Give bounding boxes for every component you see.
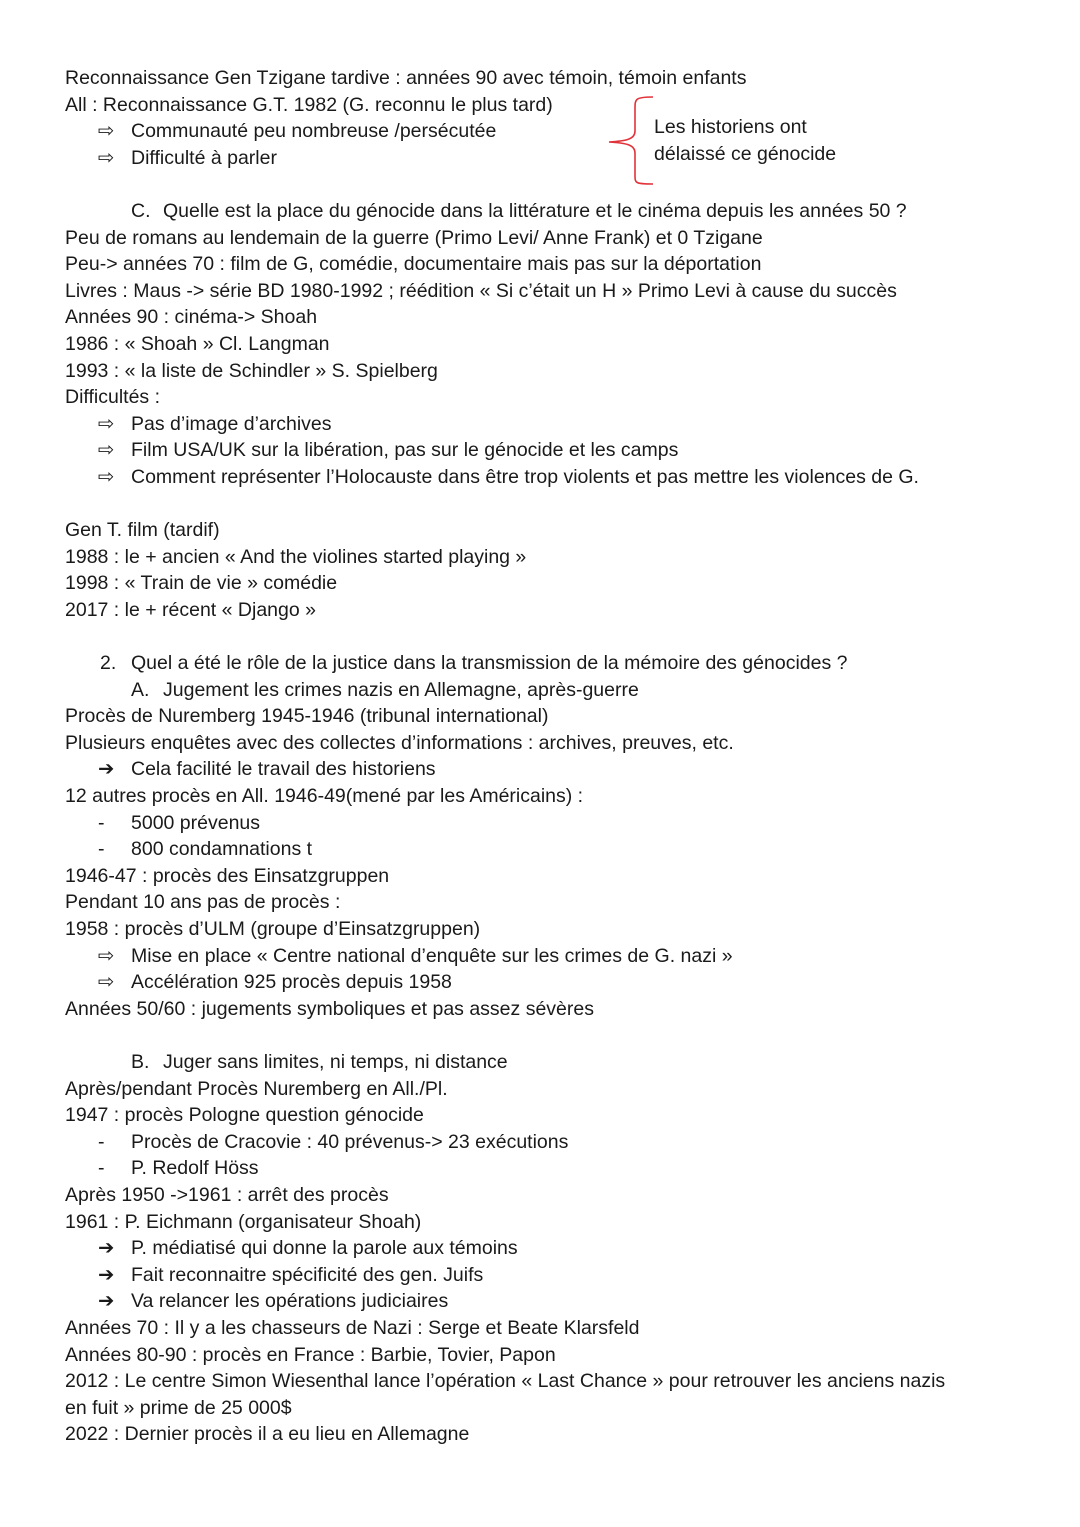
bullet-item — [65, 1262, 1025, 1289]
line-text: Comment représenter l’Holocauste dans être trop violents et pas mettre les violences de G. — [131, 465, 919, 488]
blank-line — [65, 623, 1025, 650]
bullet-item — [65, 1155, 1025, 1182]
text-line — [65, 889, 1025, 916]
line-text: Reconnaissance Gen Tzigane tardive : années 90 avec témoin, témoin enfants — [65, 67, 747, 89]
line-text: 1998 : « Train de vie » comédie — [65, 572, 338, 595]
text-line — [65, 996, 1025, 1023]
line-text: Cela facilité le travail des historiens — [131, 758, 436, 781]
line-text: All : Reconnaissance G.T. 1982 (G. reconnu le plus tard) — [65, 93, 553, 116]
text-line — [65, 1182, 1025, 1209]
line-text: Accélération 925 procès depuis 1958 — [131, 971, 452, 994]
bullet-item — [65, 943, 1025, 970]
line-text: 1986 : « Shoah » Cl. Langman — [65, 332, 330, 355]
arrow-icon: ➔ — [98, 1290, 115, 1313]
line-text: 1958 : procès d’ULM (groupe d’Einsatzgruppen) — [65, 918, 481, 940]
list-marker: 2. — [100, 652, 117, 675]
text-line — [65, 597, 1025, 624]
line-text: Difficultés : — [65, 386, 161, 409]
line-text: Années 50/60 : jugements symboliques et pas assez sévères — [65, 997, 594, 1020]
bullet-item — [65, 1235, 1025, 1262]
hollow-arrow-icon: ⇨ — [98, 439, 115, 462]
line-text: 1993 : « la liste de Schindler » S. Spielberg — [65, 359, 438, 382]
line-text: Quelle est la place du génocide dans la littérature et le cinéma depuis les années 50 ? — [163, 199, 907, 222]
dash-bullet: - — [98, 811, 105, 834]
line-text: Jugement les crimes nazis en Allemagne, après-guerre — [163, 678, 639, 701]
hollow-arrow-icon: ⇨ — [98, 944, 115, 967]
line-text: Film USA/UK sur la libération, pas sur le génocide et les camps — [131, 439, 679, 462]
text-line — [65, 916, 1025, 943]
line-text: Années 90 : cinéma-> Shoah — [65, 306, 318, 329]
text-line — [65, 544, 1025, 571]
document-body — [65, 65, 1025, 1448]
text-line — [65, 92, 1025, 119]
hollow-arrow-icon: ⇨ — [98, 465, 115, 488]
line-text: Communauté peu nombreuse /persécutée — [131, 120, 497, 143]
hollow-arrow-icon: ⇨ — [98, 412, 115, 435]
hollow-arrow-icon: ⇨ — [98, 146, 115, 169]
line-text: Années 80-90 : procès en France : Barbie, Tovier, Papon — [65, 1343, 556, 1366]
line-text: Livres : Maus -> série BD 1980-1992 ; réédition « Si c’était un H » Primo Levi à cause du succès — [65, 279, 897, 302]
dash-bullet: - — [98, 1157, 105, 1180]
text-line — [65, 1421, 1025, 1448]
side-note — [654, 114, 836, 167]
bullet-item — [65, 1129, 1025, 1156]
text-line — [65, 304, 1025, 331]
line-text: Années 70 : Il y a les chasseurs de Nazi : Serge et Beate Klarsfeld — [65, 1316, 640, 1339]
bullet-item — [65, 145, 1025, 172]
blank-line — [65, 1022, 1025, 1049]
line-text: Peu-> années 70 : film de G, comédie, documentaire mais pas sur la déportation — [65, 253, 762, 276]
line-text: Après/pendant Procès Nuremberg en All./Pl. — [65, 1077, 448, 1100]
text-line — [65, 703, 1025, 730]
hollow-arrow-icon: ⇨ — [98, 971, 115, 994]
text-line — [65, 1102, 1025, 1129]
bullet-item — [65, 836, 1025, 863]
text-line — [65, 1315, 1025, 1342]
blank-line — [65, 491, 1025, 518]
text-line — [65, 1395, 1025, 1422]
text-line — [65, 331, 1025, 358]
line-text: Fait reconnaitre spécificité des gen. Juifs — [131, 1263, 484, 1286]
line-text: P. Redolf Höss — [131, 1157, 259, 1180]
text-line — [65, 251, 1025, 278]
bullet-item — [65, 411, 1025, 438]
dash-bullet: - — [98, 1130, 105, 1153]
line-text: Quel a été le rôle de la justice dans la transmission de la mémoire des génocides ? — [131, 652, 848, 675]
text-line — [65, 1209, 1025, 1236]
line-text: Juger sans limites, ni temps, ni distance — [163, 1050, 508, 1073]
line-text: P. médiatisé qui donne la parole aux témoins — [131, 1237, 518, 1260]
numbered-heading — [65, 650, 1025, 677]
section-heading — [65, 677, 1025, 704]
text-line — [65, 1342, 1025, 1369]
text-line — [65, 730, 1025, 757]
text-line — [65, 278, 1025, 305]
arrow-icon: ➔ — [98, 1263, 115, 1286]
line-text: Pas d’image d’archives — [131, 412, 332, 435]
bullet-item — [65, 464, 1025, 491]
line-text: Va relancer les opérations judiciaires — [131, 1290, 449, 1313]
bullet-item — [65, 1288, 1025, 1315]
line-text: 1947 : procès Pologne question génocide — [65, 1104, 424, 1127]
text-line — [65, 384, 1025, 411]
bullet-item — [65, 118, 1025, 145]
bullet-item — [65, 756, 1025, 783]
text-line — [65, 1076, 1025, 1103]
text-line — [65, 65, 1025, 92]
blank-line — [65, 171, 1025, 198]
text-line — [65, 783, 1025, 810]
list-marker: A. — [131, 678, 150, 701]
text-line — [65, 863, 1025, 890]
hollow-arrow-icon: ⇨ — [98, 120, 115, 143]
text-line — [65, 517, 1025, 544]
text-line — [65, 358, 1025, 385]
line-text: Gen T. film (tardif) — [65, 519, 220, 542]
arrow-icon: ➔ — [98, 758, 115, 781]
text-line — [65, 1368, 1025, 1395]
line-text: 2012 : Le centre Simon Wiesenthal lance l’opération « Last Chance » pour retrouver les anciens nazis — [65, 1370, 946, 1393]
section-heading — [65, 1049, 1025, 1076]
curly-brace-icon — [605, 95, 655, 187]
line-text: 1988 : le + ancien « And the violines started playing » — [65, 545, 527, 568]
line-text: 800 condamnations t — [131, 838, 313, 861]
bullet-item — [65, 810, 1025, 837]
text-line — [65, 570, 1025, 597]
list-marker: C. — [131, 199, 151, 222]
section-heading — [65, 198, 1025, 225]
bullet-item — [65, 437, 1025, 464]
arrow-icon: ➔ — [98, 1237, 115, 1260]
line-text: 2022 : Dernier procès il a eu lieu en Allemagne — [65, 1423, 470, 1446]
line-text: Procès de Nuremberg 1945-1946 (tribunal international) — [65, 705, 549, 728]
line-text: Après 1950 ->1961 : arrêt des procès — [65, 1183, 389, 1206]
line-text: 12 autres procès en All. 1946-49(mené par les Américains) : — [65, 785, 584, 808]
bullet-item — [65, 969, 1025, 996]
list-marker: B. — [131, 1050, 150, 1073]
line-text: 5000 prévenus — [131, 811, 261, 834]
line-text: Peu de romans au lendemain de la guerre (Primo Levi/ Anne Frank) et 0 Tzigane — [65, 226, 763, 249]
line-text: 1961 : P. Eichmann (organisateur Shoah) — [65, 1210, 422, 1233]
line-text: Procès de Cracovie : 40 prévenus-> 23 exécutions — [131, 1130, 569, 1153]
text-line — [65, 225, 1025, 252]
dash-bullet: - — [98, 838, 105, 861]
side-note-line: délaissé ce génocide — [654, 142, 837, 165]
line-text: Pendant 10 ans pas de procès : — [65, 891, 341, 914]
line-text: Difficulté à parler — [131, 146, 277, 169]
line-text: Plusieurs enquêtes avec des collectes d’informations : archives, preuves, etc. — [65, 731, 734, 754]
line-text: 1946-47 : procès des Einsatzgruppen — [65, 864, 390, 887]
line-text: Mise en place « Centre national d’enquête sur les crimes de G. nazi » — [131, 944, 733, 967]
line-text: en fuit » prime de 25 000$ — [65, 1396, 292, 1419]
side-note-line: Les historiens ont — [654, 116, 807, 138]
line-text: 2017 : le + récent « Django » — [65, 598, 316, 621]
